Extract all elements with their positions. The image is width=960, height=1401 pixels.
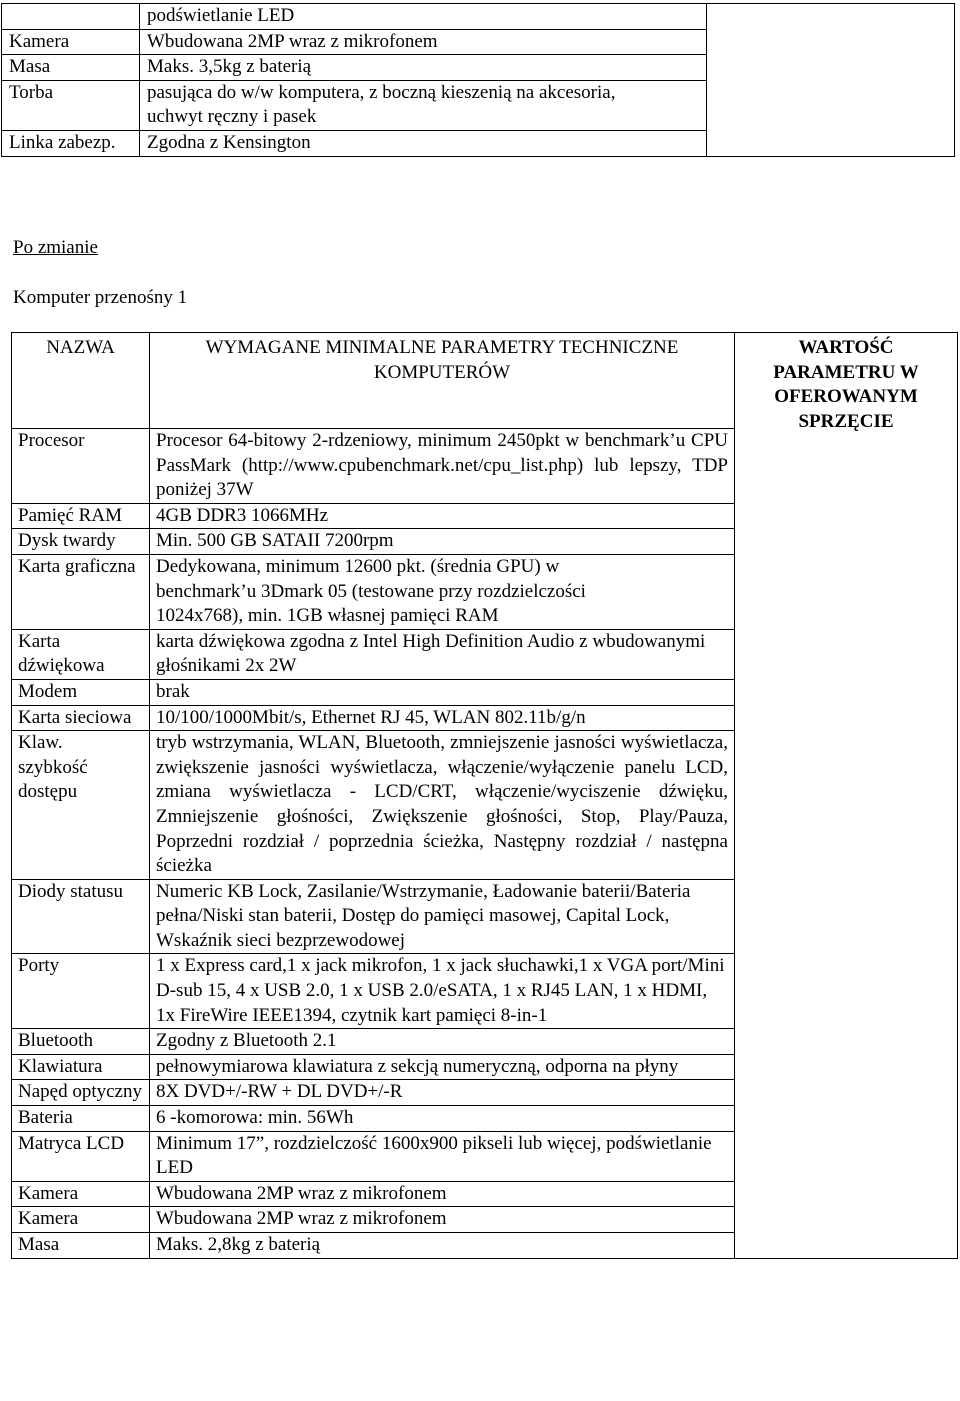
- table-header-row: [12, 333, 958, 429]
- param-value: tryb wstrzymania, WLAN, Bluetooth, zmniejszenie jasności wyświetlacza, zwiększenie jasności wyświetlacza, włączenie/wyłączenie panelu LCD, zmiana wyświetlacza - LCD/CRT, włączenie/wyciszenie dźwięku, Zmniejszenie głośności, Zwiększenie głośności, Stop, Play/Pauza, Poprzedni rozdział / poprzednia ścieżka, Następny rozdział / następna ścieżka: [150, 731, 735, 880]
- param-value: 6 -komorowa: min. 56Wh: [150, 1106, 735, 1132]
- param-name: Diody statusu: [12, 879, 150, 954]
- param-name: Dysk twardy: [12, 529, 150, 555]
- param-name: Pamięć RAM: [12, 503, 150, 529]
- param-name: Masa: [12, 1233, 150, 1259]
- param-name: Bluetooth: [12, 1029, 150, 1055]
- param-value: Wbudowana 2MP wraz z mikrofonem: [150, 1181, 735, 1207]
- param-value: Zgodny z Bluetooth 2.1: [150, 1029, 735, 1055]
- table-row: [2, 4, 955, 30]
- param-value: 10/100/1000Mbit/s, Ethernet RJ 45, WLAN 802.11b/g/n: [150, 705, 735, 731]
- param-value: brak: [150, 679, 735, 705]
- param-value: Numeric KB Lock, Zasilanie/Wstrzymanie, Ładowanie baterii/Bateria pełna/Niski stan baterii, Dostęp do pamięci masowej, Capital Lock, Wskaźnik sieci bezprzewodowej: [150, 879, 735, 954]
- param-value: Minimum 17”, rozdzielczość 1600x900 pikseli lub więcej, podświetlanie LED: [150, 1131, 735, 1181]
- param-name: Klawiatura: [12, 1054, 150, 1080]
- param-name: Matryca LCD: [12, 1131, 150, 1181]
- param-value: Wbudowana 2MP wraz z mikrofonem: [150, 1207, 735, 1233]
- param-name: Karta dźwiękowa: [12, 629, 150, 679]
- param-name: Karta graficzna: [12, 554, 150, 629]
- spec-name-cell: Kamera: [2, 29, 140, 55]
- spec-name-cell: Torba: [2, 80, 140, 130]
- param-name: Karta sieciowa: [12, 705, 150, 731]
- previous-spec-table: [1, 3, 955, 157]
- header-params: WYMAGANE MINIMALNE PARAMETRY TECHNICZNE KOMPUTERÓW: [150, 333, 735, 429]
- param-value: Maks. 2,8kg z baterią: [150, 1233, 735, 1259]
- header-offer-value: WARTOŚĆ PARAMETRU W OFEROWANYM SPRZĘCIE: [735, 333, 958, 1259]
- param-name: Modem: [12, 679, 150, 705]
- param-name: Procesor: [12, 429, 150, 504]
- spec-name-cell: Linka zabezp.: [2, 130, 140, 156]
- spec-name-cell: [2, 4, 140, 30]
- spec-value-cell: pasująca do w/w komputera, z boczną kieszenią na akcesoria, uchwyt ręczny i pasek: [140, 80, 707, 130]
- spec-value-cell: Zgodna z Kensington: [140, 130, 707, 156]
- spec-table: [11, 332, 958, 1259]
- param-name: Kamera: [12, 1181, 150, 1207]
- section-heading: Po zmianie: [13, 237, 98, 258]
- param-value: Dedykowana, minimum 12600 pkt. (średnia GPU) w benchmark’u 3Dmark 05 (testowane przy rozdzielczości 1024x768), min. 1GB własnej pamięci RAM: [150, 554, 735, 629]
- param-name: Napęd optyczny: [12, 1080, 150, 1106]
- param-value: Procesor 64-bitowy 2-rdzeniowy, minimum 2450pkt w benchmark’u CPU PassMark (http://www.cpubenchmark.net/cpu_list.php) lub lepszy, TDP poniżej 37W: [150, 429, 735, 504]
- spec-value-cell: Maks. 3,5kg z baterią: [140, 55, 707, 81]
- header-name: NAZWA: [12, 333, 150, 429]
- param-value: 1 x Express card,1 x jack mikrofon, 1 x jack słuchawki,1 x VGA port/Mini D-sub 15, 4 x USB 2.0, 1 x USB 2.0/eSATA, 1 x RJ45 LAN, 1 x HDMI, 1x FireWire IEEE1394, czytnik kart pamięci 8-in-1: [150, 954, 735, 1029]
- offer-value-cell: [707, 4, 955, 157]
- param-value: Min. 500 GB SATAII 7200rpm: [150, 529, 735, 555]
- spec-value-cell: Wbudowana 2MP wraz z mikrofonem: [140, 29, 707, 55]
- section-subheading: Komputer przenośny 1: [13, 287, 188, 308]
- param-name: Porty: [12, 954, 150, 1029]
- spec-value-cell: podświetlanie LED: [140, 4, 707, 30]
- param-value: pełnowymiarowa klawiatura z sekcją numeryczną, odporna na płyny: [150, 1054, 735, 1080]
- param-value: karta dźwiękowa zgodna z Intel High Definition Audio z wbudowanymi głośnikami 2x 2W: [150, 629, 735, 679]
- param-value: 4GB DDR3 1066MHz: [150, 503, 735, 529]
- param-name: Kamera: [12, 1207, 150, 1233]
- param-name: Bateria: [12, 1106, 150, 1132]
- param-name: Klaw. szybkość dostępu: [12, 731, 150, 880]
- spec-name-cell: Masa: [2, 55, 140, 81]
- param-value: 8X DVD+/-RW + DL DVD+/-R: [150, 1080, 735, 1106]
